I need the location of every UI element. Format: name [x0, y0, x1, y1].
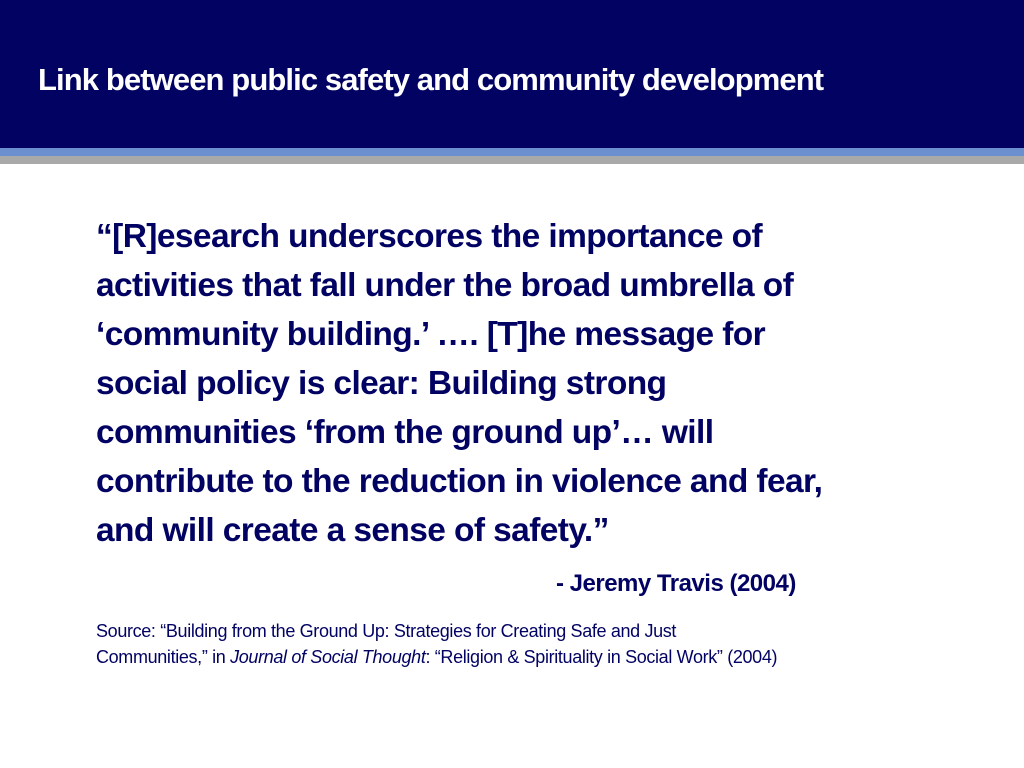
quote-attribution: - Jeremy Travis (2004)	[556, 570, 796, 597]
header-divider-grey	[0, 156, 1024, 164]
quote-line: contribute to the reduction in violence and fear,	[96, 463, 823, 500]
quote-line: communities ‘from the ground up’… will	[96, 414, 714, 451]
title-bar	[0, 0, 1024, 148]
slide-title: Link between public safety and community development	[38, 62, 824, 97]
quote-line: social policy is clear: Building strong	[96, 365, 667, 402]
source-line-2	[96, 644, 976, 670]
quote-line: and will create a sense of safety.”	[96, 512, 609, 549]
source-text-after-journal: : “Religion & Spirituality in Social Work” (2004)	[425, 647, 778, 667]
source-line-1: Source: “Building from the Ground Up: Strategies for Creating Safe and Just	[96, 621, 677, 641]
journal-title: Journal of Social Thought	[230, 647, 426, 667]
source-citation	[96, 618, 976, 670]
quote-line: activities that fall under the broad umbrella of	[96, 267, 794, 304]
source-text-before-journal: Communities,” in	[96, 647, 231, 667]
quote-line: “[R]esearch underscores the importance of	[96, 218, 763, 255]
quote-block	[96, 212, 976, 555]
header-divider-blue	[0, 148, 1024, 156]
quote-line: ‘community building.’ …. [T]he message for	[96, 316, 766, 353]
